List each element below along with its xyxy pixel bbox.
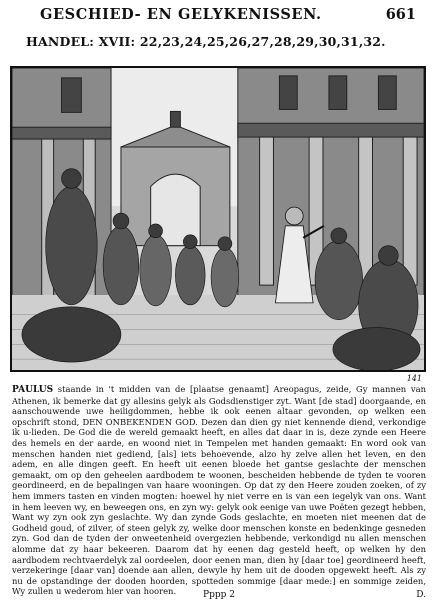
page-number: 661 [385, 6, 416, 23]
paragraph [12, 384, 426, 597]
scripture-text [12, 384, 426, 597]
page-footer [12, 590, 426, 604]
running-title: GESCHIED- EN GELYKENISSEN. [40, 6, 322, 23]
engraving-scene [12, 68, 424, 370]
catchword: D. [416, 590, 426, 600]
paragraph-text: staande in 't midden van de [plaatse genaamt] Areopagus, zeide, Gy mannen van Athenen, ik bemerke dat gy allesins gelyk als Godsdienstiger zyt. Want [de stad] doorgaande, en aanschouwende uwe heiligdommen, hebbe ik ook eenen altaar gevonden, op welken een opschrift stond, DEN ONBEKENDEN GOD. Dezen dan dien gy niet kennende diend, verkondige ik u-lieden. De God die de wereld gemaakt heeft, en alles dat daar in is, deze zynde een Heere des hemels en der aarde, en woond niet in Tempelen met handen gemaakt: En word ook van menschen handen niet gediend, [als] iets behoevende, alzo hy zelve allen het leven, en den adem, en alle dingen geeft. En heeft uit eenen bloede het gantse geslachte der menschen gemaakt, om op den geheelen aardbodem te woonen, bescheiden hebbende de tyden te vooren geordineerd, en de bepalingen van haare wooningen. Op dat zy den Heere zouden zoeken, of zy hem immers tasten en vinden mogten: hoewel hy niet verre en is van een iegelyk van ons. Want in hem leeven wy, en beweegen ons, en zyn wy: gelyk ook eenige van uwe Poëten gezegt hebben, Want wy zyn ook zyn geslachte. Wy dan zynde Gods geslachte, en moeten niet meenen dat de Godheid goud, of zilver, of steen gelyk zy, welke door menschen konste en bedenkinge gesneden zyn. God dan de tyden der onweetenheid overgezien hebbende, verkondigd nu allen menschen alomme dat zy haar bekeeren. Daarom dat hy eenen dag gesteld heeft, op welken hy den aardbodem rechtvaerdelyk zal oordeelen, door eenen man, dien hy [daar toe] geordineerd heeft, verzekeringe [daar van] doende aan allen, dewyle hy hem uit de dooden opgewekt heeft. Als zy nu de opstandinge der dooden hoorden, spotteden sommige [daar mede:] en sommige zeiden, Wy zullen u wederom hier van hooren. [12, 384, 426, 597]
chapter-reference: HANDEL: XVII: 22,23,24,25,26,27,28,29,30,31,32. [26, 34, 386, 49]
plate-number: 141 [406, 374, 422, 383]
signature-mark: Pppp 2 [203, 590, 235, 600]
engraving-illustration [10, 66, 426, 372]
lead-word: PAULUS [12, 385, 54, 395]
